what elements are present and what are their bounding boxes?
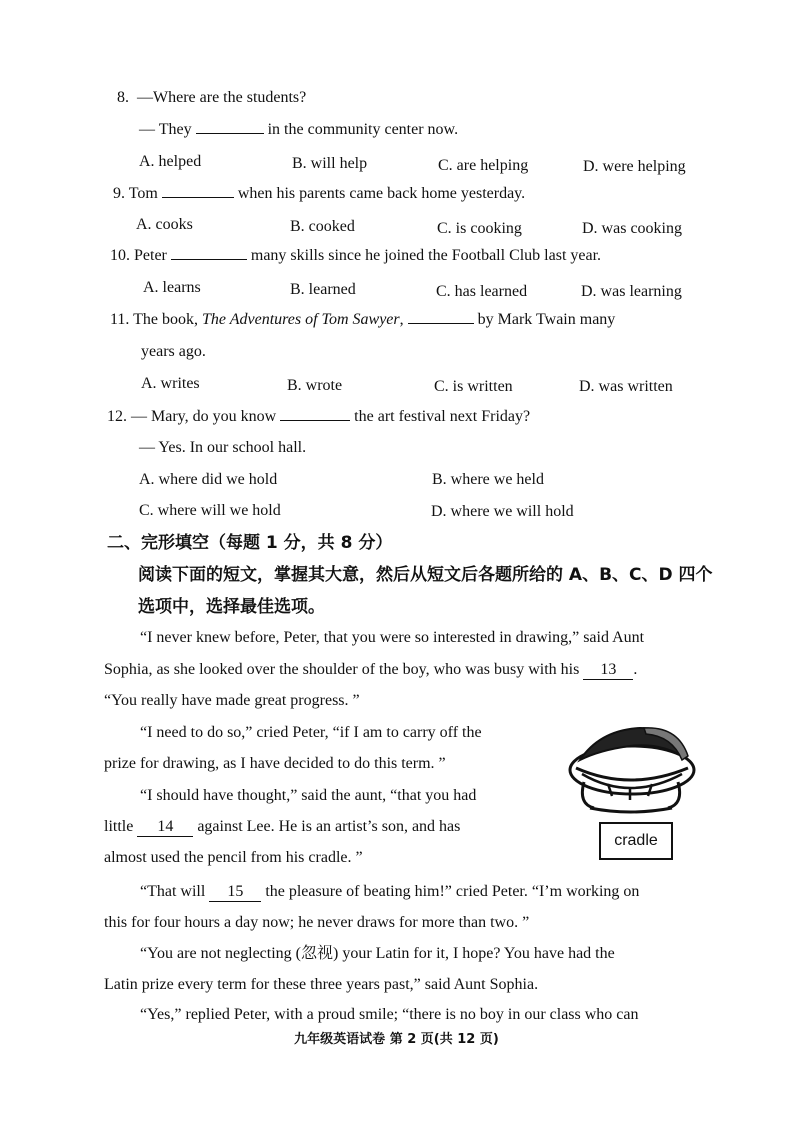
q10-option-c[interactable]: C. has learned	[436, 283, 528, 300]
passage-line: “I need to do so,” cried Peter, “if I am to carry off the	[140, 724, 482, 741]
q12-option-b[interactable]: B. where we held	[432, 471, 544, 488]
q8-response-post: in the community center now.	[267, 121, 459, 138]
q11-stem-pre: The book,	[133, 311, 198, 328]
blank-15[interactable]: 15	[209, 883, 261, 902]
q10-option-d[interactable]: D. was learning	[581, 283, 682, 300]
q11-number: 11.	[110, 311, 130, 328]
blank-13[interactable]: 13	[583, 661, 633, 680]
q12-number: 12.	[107, 408, 127, 425]
passage-text: Sophia, as she looked over the shoulder of the boy, who was busy with his	[104, 661, 580, 678]
q11-stem	[110, 310, 615, 330]
q11-book-title: The Adventures of Tom Sawyer	[202, 311, 400, 328]
q11-option-c[interactable]: C. is written	[434, 378, 513, 395]
q11-blank[interactable]	[408, 323, 474, 324]
q10-option-b[interactable]: B. learned	[290, 281, 356, 298]
q10-option-a[interactable]: A. learns	[143, 279, 201, 296]
q9-stem	[113, 184, 525, 204]
blank-14[interactable]: 14	[137, 818, 193, 837]
q8-option-c[interactable]: C. are helping	[438, 157, 529, 174]
q9-stem-post: when his parents came back home yesterday.	[237, 185, 526, 202]
passage-line: “You are not neglecting (忽视) your Latin for it, I hope? You have had the	[140, 945, 615, 962]
passage-line: “Yes,” replied Peter, with a proud smile; “there is no boy in our class who can	[140, 1006, 639, 1023]
q9-number: 9.	[113, 185, 125, 202]
passage-line: almost used the pencil from his cradle. ”	[104, 849, 363, 866]
q12-blank[interactable]	[280, 420, 350, 421]
q11-option-b[interactable]: B. wrote	[287, 377, 343, 394]
q8-option-a[interactable]: A. helped	[139, 153, 202, 170]
q12-response: — Yes. In our school hall.	[139, 439, 307, 456]
q12-stem-post: the art festival next Friday?	[354, 408, 531, 425]
q10-number: 10.	[110, 247, 130, 264]
q10-stem-pre: Peter	[134, 247, 167, 264]
q12-option-c[interactable]: C. where will we hold	[139, 502, 281, 519]
passage-text: the pleasure of beating him!” cried Peter. “I’m working on	[265, 883, 640, 900]
passage-text: little	[104, 818, 134, 835]
q11-comma: ,	[399, 311, 404, 328]
q8-option-d[interactable]: D. were helping	[583, 158, 686, 175]
cradle-label: cradle	[599, 822, 673, 860]
q8-option-b[interactable]: B. will help	[292, 155, 368, 172]
page-footer: 九年级英语试卷 第 2 页(共 12 页)	[294, 1032, 499, 1047]
q9-option-c[interactable]: C. is cooking	[437, 220, 522, 237]
q8-response	[139, 120, 458, 140]
q11-stem-cont: years ago.	[141, 343, 206, 360]
q11-option-d[interactable]: D. was written	[579, 378, 673, 395]
cradle-icon	[560, 712, 700, 822]
q9-stem-pre: Tom	[128, 185, 158, 202]
passage-line: prize for drawing, as I have decided to do this term. ”	[104, 755, 446, 772]
q8-stem	[117, 88, 306, 108]
passage-line: “I should have thought,” said the aunt, “that you had	[140, 787, 477, 804]
q12-stem-pre: — Mary, do you know	[131, 408, 277, 425]
q12-stem	[107, 407, 530, 427]
passage-line: “You really have made great progress. ”	[104, 692, 360, 709]
section2-heading: 二、完形填空（每题 1 分，共 8 分）	[107, 533, 393, 553]
q10-stem-post: many skills since he joined the Football Club last year.	[250, 247, 602, 264]
passage-line: this for four hours a day now; he never draws for more than two. ”	[104, 914, 530, 931]
q8-number: 8.	[117, 89, 129, 106]
passage-line-with-blank-15	[140, 882, 639, 902]
section2-instructions-line1: 阅读下面的短文，掌握其大意，然后从短文后各题所给的 A、B、C、D 四个	[138, 565, 713, 585]
q11-option-a[interactable]: A. writes	[141, 375, 200, 392]
q8-response-pre: — They	[139, 121, 192, 138]
q9-blank[interactable]	[162, 197, 234, 198]
q8-stem-text: —Where are the students?	[137, 89, 307, 106]
passage-line: Latin prize every term for these three years past,” said Aunt Sophia.	[104, 976, 539, 993]
q9-option-d[interactable]: D. was cooking	[582, 220, 682, 237]
passage-line: “I never knew before, Peter, that you were so interested in drawing,” said Aunt	[140, 629, 645, 646]
q10-blank[interactable]	[171, 259, 247, 260]
passage-text: against Lee. He is an artist’s son, and has	[197, 818, 461, 835]
passage-line-with-blank-13	[104, 660, 637, 680]
q9-option-b[interactable]: B. cooked	[290, 218, 355, 235]
q12-option-a[interactable]: A. where did we hold	[139, 471, 278, 488]
passage-text: .	[633, 661, 638, 678]
section2-instructions-line2: 选项中，选择最佳选项。	[138, 597, 325, 617]
q10-stem	[110, 246, 601, 266]
passage-line-with-blank-14	[104, 817, 460, 837]
q8-blank[interactable]	[196, 133, 264, 134]
q9-option-a[interactable]: A. cooks	[136, 216, 193, 233]
q11-stem-post: by Mark Twain many	[477, 311, 616, 328]
q12-option-d[interactable]: D. where we will hold	[431, 503, 574, 520]
passage-text: “That will	[140, 883, 206, 900]
